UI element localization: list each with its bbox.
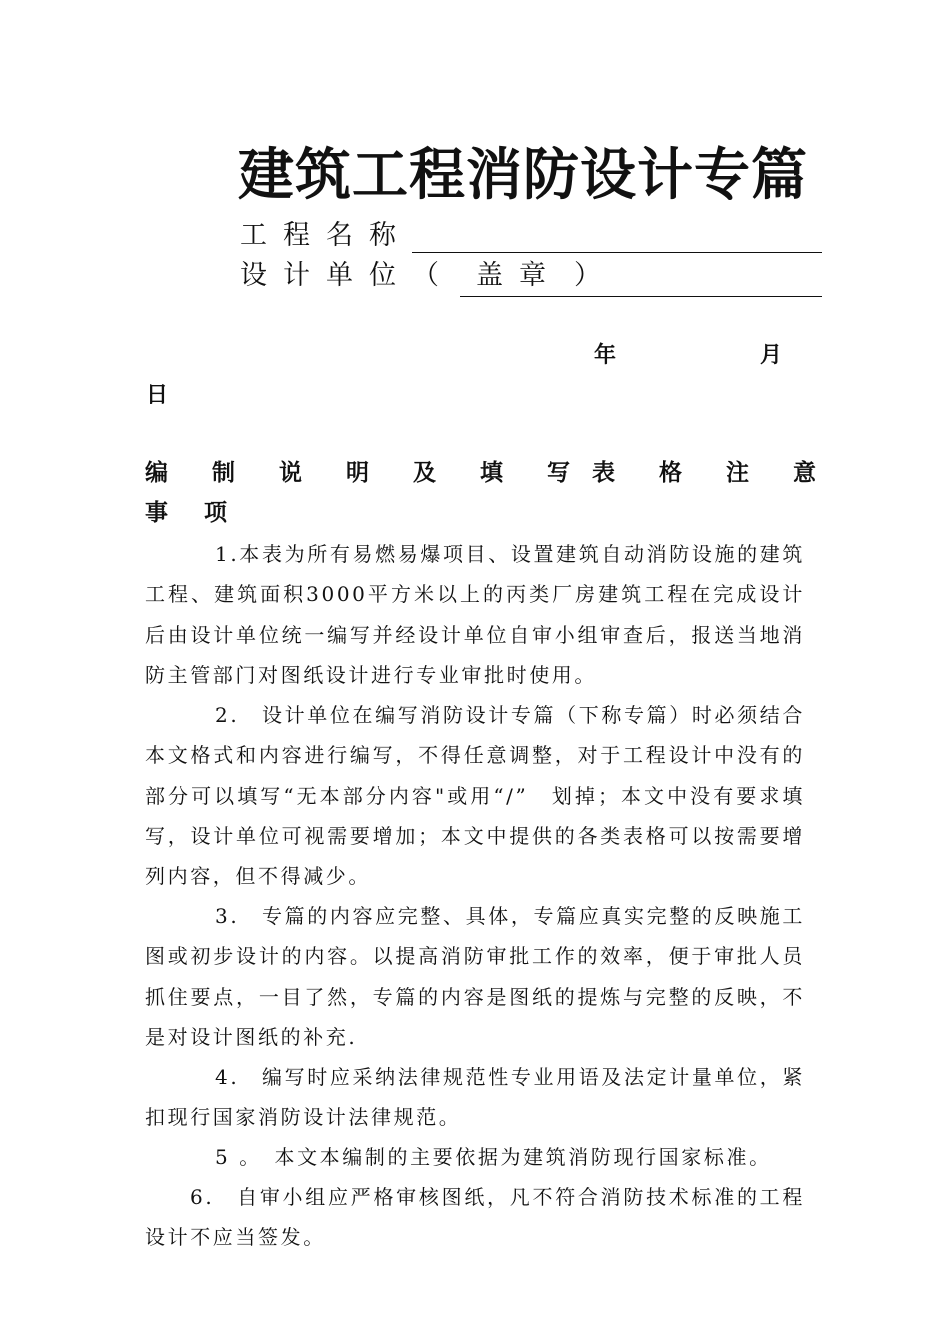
instruction-paragraph-1: 1.本表为所有易燃易爆项目、设置建筑自动消防设施的建筑工程、建筑面积3000平方米以上的丙类厂房建筑工程在完成设计后由设计单位统一编写并经设计单位自审小组审查后，报送当地消防主管部门对图纸设计进行专业审批时使用。: [145, 542, 805, 687]
section-heading-part3: 事 项: [145, 500, 242, 526]
seal-label: 盖章: [476, 260, 562, 291]
instruction-paragraph-4: 4. 编写时应采纳法律规范性专业用语及法定计量单位，紧扣现行国家消防设计法律规范。: [145, 1065, 805, 1130]
design-unit-field[interactable]: [460, 296, 822, 297]
section-heading-part1: 编 制 说 明 及 填 写: [145, 460, 589, 486]
instruction-paragraph-2: 2. 设计单位在编写消防设计专篇（下称专篇）时必须结合本文格式和内容进行编写，不得任意调整，对于工程设计中没有的部分可以填写“无本部分内容"或用“/” 划掉；本文中没有要求填写，设计单位可视需要增加；本文中提供的各类表格可以按需要增列内容，但不得减少。: [145, 703, 805, 889]
date-day: 日: [146, 382, 169, 408]
close-paren: ）: [574, 260, 617, 291]
section-heading-part2: 表 格 注 意: [592, 460, 835, 486]
instruction-paragraph-3: 3. 专篇的内容应完整、具体，专篇应真实完整的反映施工图或初步设计的内容。以提高消防审批工作的效率，便于审批人员抓住要点，一目了然，专篇的内容是图纸的提炼与完整的反映，不是对设计图纸的补充.: [145, 904, 805, 1049]
instruction-paragraph-5: 5 。 本文本编制的主要依据为建筑消防现行国家标准。: [215, 1145, 772, 1169]
project-name-field[interactable]: [412, 252, 822, 253]
project-name-label: 工程名称: [240, 220, 412, 251]
date-month: 月: [760, 342, 783, 368]
document-title: 建筑工程消防设计专篇: [238, 143, 808, 208]
instruction-paragraph-6: 6. 自审小组应严格审核图纸，凡不符合消防技术标准的工程设计不应当签发。: [145, 1185, 805, 1250]
date-year: 年: [594, 342, 617, 368]
design-unit-label: 设计单位（: [240, 260, 455, 291]
